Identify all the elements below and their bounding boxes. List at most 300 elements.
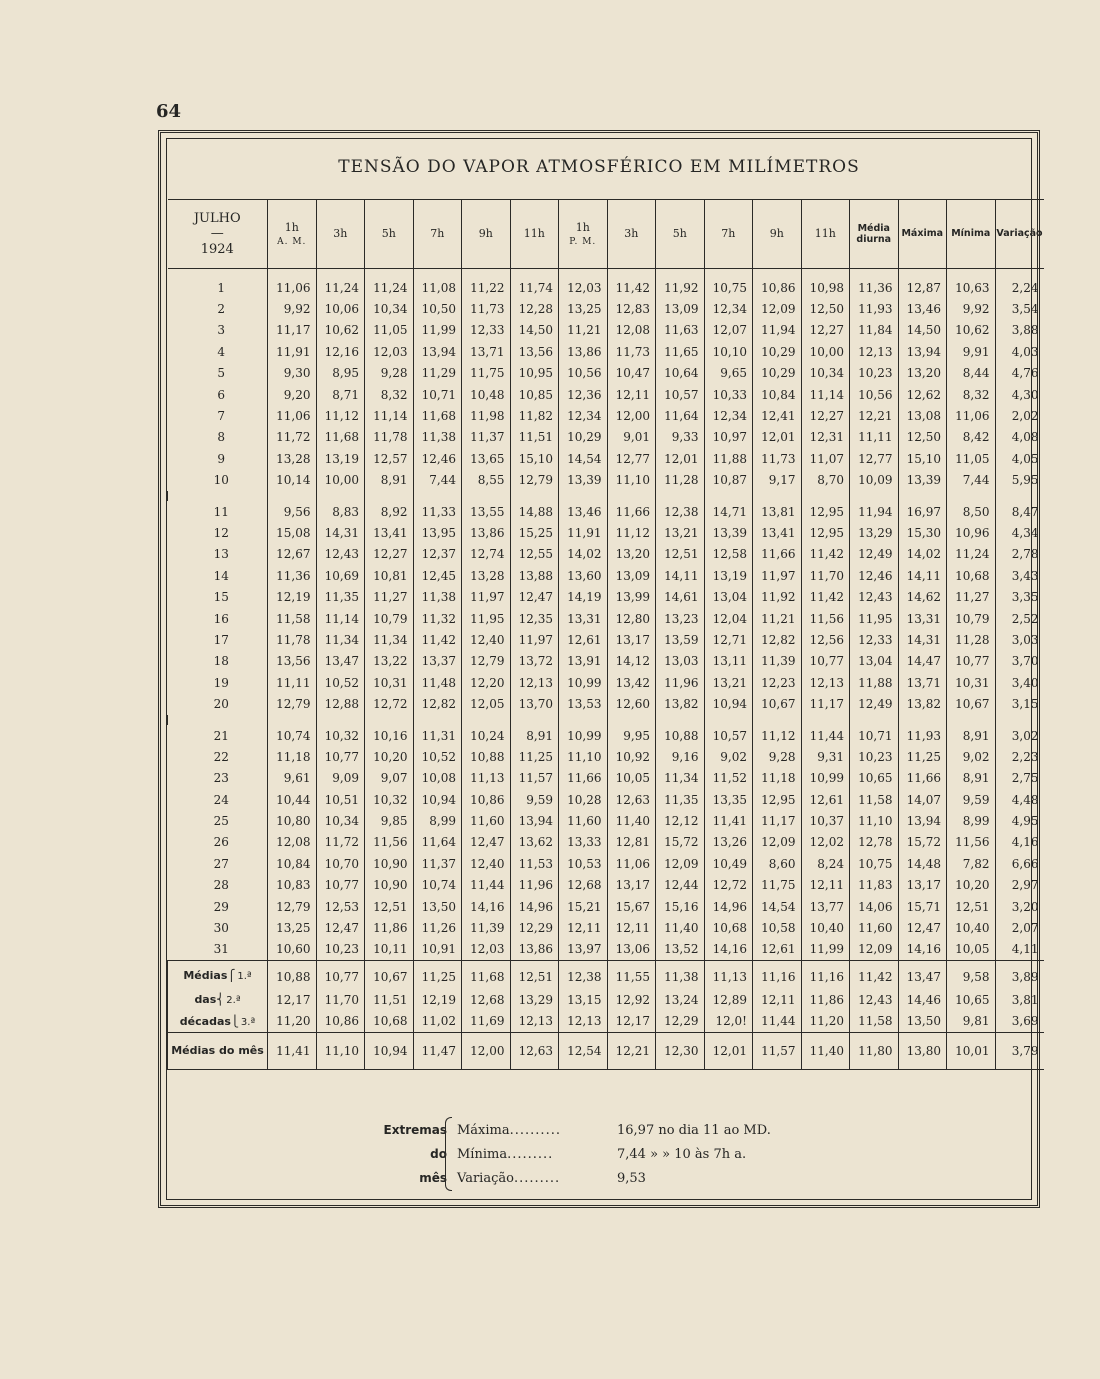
value-cell: 10,23 [850, 363, 899, 384]
value-cell: 12,29 [656, 1011, 705, 1033]
value-cell: 11,38 [656, 961, 705, 990]
month-header [168, 200, 268, 269]
value-cell: 12,79 [510, 470, 559, 491]
spacer-cell [316, 491, 365, 501]
value-cell: 11,20 [268, 1011, 317, 1033]
value-cell: 12,95 [801, 501, 850, 522]
value-cell: 11,63 [656, 320, 705, 341]
value-cell: 10,74 [268, 725, 317, 746]
value-cell: 10,65 [947, 989, 996, 1010]
value-cell: 14,11 [656, 565, 705, 586]
value-cell: 12,21 [607, 1032, 656, 1069]
spacer-cell [607, 715, 656, 725]
value-cell: 12,34 [704, 298, 753, 319]
spacer-cell [510, 491, 559, 501]
value-cell: 12,82 [413, 693, 462, 714]
value-cell: 12,11 [607, 917, 656, 938]
value-cell: 11,44 [801, 725, 850, 746]
value-cell: 10,32 [316, 725, 365, 746]
value-cell: 10,94 [704, 693, 753, 714]
value-cell: 10,88 [656, 725, 705, 746]
value-cell: 11,97 [753, 565, 802, 586]
value-cell: 12,49 [850, 693, 899, 714]
value-cell: 11,24 [947, 544, 996, 565]
table-row [168, 320, 1044, 341]
value-cell: 11,42 [801, 586, 850, 607]
value-cell: 10,68 [365, 1011, 414, 1033]
value-cell: 10,58 [753, 917, 802, 938]
table-row [168, 746, 1044, 767]
value-cell: 10,77 [316, 961, 365, 990]
value-cell: 4,76 [995, 363, 1044, 384]
hour-5pm-header: 5h [656, 200, 705, 269]
day-cell: 4 [217, 344, 226, 359]
value-cell: 11,58 [268, 608, 317, 629]
value-cell: 14,88 [510, 501, 559, 522]
value-cell: 12,11 [607, 384, 656, 405]
spacer-cell [607, 491, 656, 501]
table-frame [158, 130, 1043, 1208]
value-cell: 13,20 [607, 544, 656, 565]
value-cell: 10,77 [316, 875, 365, 896]
value-cell: 8,91 [510, 725, 559, 746]
value-cell: 10,94 [365, 1032, 414, 1069]
value-cell: 14,50 [898, 320, 947, 341]
value-cell: 3,03 [995, 629, 1044, 650]
decade-average-row [168, 1011, 1044, 1033]
day-cell: 2 [217, 302, 226, 317]
spacer-cell [656, 491, 705, 501]
value-cell: 11,22 [462, 269, 511, 299]
value-cell: 11,28 [656, 470, 705, 491]
value-cell: 11,73 [462, 298, 511, 319]
value-cell: 11,24 [316, 269, 365, 299]
value-cell: 10,83 [268, 875, 317, 896]
value-cell: 12,83 [607, 298, 656, 319]
value-cell: 10,96 [947, 522, 996, 543]
table-row [168, 427, 1044, 448]
value-cell: 11,07 [801, 448, 850, 469]
decade-label-word: Médias [183, 968, 228, 982]
value-cell: 6,66 [995, 853, 1044, 874]
value-cell: 11,29 [413, 363, 462, 384]
value-cell: 15,72 [656, 832, 705, 853]
value-cell: 11,99 [801, 939, 850, 961]
hour-7pm-header: 7h [704, 200, 753, 269]
day-cell: 22 [213, 749, 229, 764]
value-cell: 10,70 [316, 853, 365, 874]
value-cell: 12,61 [753, 939, 802, 961]
value-cell: 13,56 [510, 341, 559, 362]
value-cell: 13,94 [413, 341, 462, 362]
value-cell: 12,17 [268, 989, 317, 1010]
value-cell: 13,37 [413, 651, 462, 672]
value-cell: 9,02 [704, 746, 753, 767]
value-cell: 13,19 [316, 448, 365, 469]
value-cell: 10,33 [704, 384, 753, 405]
value-cell: 11,60 [462, 810, 511, 831]
value-cell: 11,70 [801, 565, 850, 586]
value-cell: 13,91 [559, 651, 608, 672]
value-cell: 12,88 [316, 693, 365, 714]
value-cell: 11,83 [850, 875, 899, 896]
value-cell: 11,12 [607, 522, 656, 543]
value-cell: 11,42 [607, 269, 656, 299]
value-cell: 11,17 [753, 810, 802, 831]
decade-brace: ⎩ [230, 1014, 240, 1028]
value-cell: 12,09 [656, 853, 705, 874]
value-cell: 11,06 [268, 269, 317, 299]
value-cell: 9,30 [268, 363, 317, 384]
value-cell: 11,69 [462, 1011, 511, 1033]
value-cell: 10,57 [704, 725, 753, 746]
value-cell: 11,88 [850, 672, 899, 693]
value-cell: 11,42 [413, 629, 462, 650]
spacer-cell [559, 491, 608, 501]
spacer-cell [947, 715, 996, 725]
day-cell: 11 [213, 504, 229, 519]
table-row [168, 768, 1044, 789]
value-cell: 10,52 [316, 672, 365, 693]
value-cell: 11,78 [365, 427, 414, 448]
media-diurna-header: Média diurna [850, 200, 899, 269]
value-cell: 12,50 [801, 298, 850, 319]
value-cell: 10,34 [365, 298, 414, 319]
value-cell: 3,89 [995, 961, 1044, 990]
value-cell: 13,24 [656, 989, 705, 1010]
value-cell: 11,33 [413, 501, 462, 522]
value-cell: 10,94 [413, 789, 462, 810]
value-cell: 4,03 [995, 341, 1044, 362]
value-cell: 12,11 [559, 917, 608, 938]
value-cell: 7,44 [947, 470, 996, 491]
value-cell: 12,34 [559, 405, 608, 426]
value-cell: 10,23 [316, 939, 365, 961]
decade-average-row [168, 989, 1044, 1010]
value-cell: 11,36 [268, 565, 317, 586]
value-cell: 13,09 [656, 298, 705, 319]
value-cell: 3,43 [995, 565, 1044, 586]
decade-label-word: das [194, 993, 217, 1007]
value-cell: 12,40 [462, 629, 511, 650]
value-cell: 11,26 [413, 917, 462, 938]
decade-brace: ⎨ [216, 993, 225, 1007]
variacao-header: Variação [995, 200, 1044, 269]
value-cell: 3,02 [995, 725, 1044, 746]
value-cell: 12,67 [268, 544, 317, 565]
value-cell: 2,52 [995, 608, 1044, 629]
value-cell: 10,00 [801, 341, 850, 362]
value-cell: 15,72 [898, 832, 947, 853]
value-cell: 10,90 [365, 853, 414, 874]
table-row [168, 672, 1044, 693]
value-cell: 12,00 [462, 1032, 511, 1069]
value-cell: 8,91 [947, 768, 996, 789]
value-cell: 3,69 [995, 1011, 1044, 1033]
value-cell: 12,50 [898, 427, 947, 448]
table-row [168, 341, 1044, 362]
value-cell: 11,95 [850, 608, 899, 629]
value-cell: 8,47 [995, 501, 1044, 522]
day-cell: 29 [213, 899, 229, 914]
value-cell: 11,35 [656, 789, 705, 810]
day-cell: 20 [213, 697, 229, 712]
table-frame-inner [166, 138, 1043, 1200]
day-cell: 16 [213, 611, 229, 626]
value-cell: 14,48 [898, 853, 947, 874]
value-cell: 10,14 [268, 470, 317, 491]
value-cell: 12,31 [801, 427, 850, 448]
value-cell: 10,77 [801, 651, 850, 672]
value-cell: 11,40 [607, 810, 656, 831]
value-cell: 13,46 [559, 501, 608, 522]
value-cell: 11,44 [753, 1011, 802, 1033]
value-cell: 10,84 [753, 384, 802, 405]
value-cell: 11,27 [365, 586, 414, 607]
value-cell: 10,50 [413, 298, 462, 319]
table-row [168, 363, 1044, 384]
page-number: 64 [156, 101, 182, 122]
value-cell: 11,52 [704, 768, 753, 789]
value-cell: 11,14 [316, 608, 365, 629]
value-cell: 12,40 [462, 853, 511, 874]
table-row [168, 875, 1044, 896]
value-cell: 5,95 [995, 470, 1044, 491]
value-cell: 9,09 [316, 768, 365, 789]
value-cell: 3,79 [995, 1032, 1044, 1069]
value-cell: 14,02 [898, 544, 947, 565]
day-cell: 15 [213, 590, 229, 605]
value-cell: 9,56 [268, 501, 317, 522]
value-cell: 3,40 [995, 672, 1044, 693]
value-cell: 11,91 [268, 341, 317, 362]
value-cell: 8,70 [801, 470, 850, 491]
value-cell: 15,25 [510, 522, 559, 543]
value-cell: 11,05 [365, 320, 414, 341]
value-cell: 9,92 [268, 298, 317, 319]
value-cell: 11,78 [268, 629, 317, 650]
value-cell: 11,34 [656, 768, 705, 789]
spacer-cell [898, 715, 947, 725]
value-cell: 11,42 [801, 544, 850, 565]
value-cell: 12,38 [559, 961, 608, 990]
value-cell: 9,59 [510, 789, 559, 810]
decade-tag: 2.ª [226, 995, 241, 1007]
value-cell: 13,22 [365, 651, 414, 672]
value-cell: 8,95 [316, 363, 365, 384]
value-cell: 12,41 [753, 405, 802, 426]
value-cell: 11,96 [656, 672, 705, 693]
table-row [168, 384, 1044, 405]
value-cell: 4,95 [995, 810, 1044, 831]
value-cell: 12,13 [510, 1011, 559, 1033]
value-cell: 12,16 [316, 341, 365, 362]
value-cell: 13,11 [704, 651, 753, 672]
value-cell: 12,12 [656, 810, 705, 831]
spacer-cell [559, 715, 608, 725]
value-cell: 11,56 [365, 832, 414, 853]
value-cell: 13,71 [462, 341, 511, 362]
day-cell: 23 [213, 771, 229, 786]
value-cell: 11,42 [850, 961, 899, 990]
hour-5am-header: 5h [365, 200, 414, 269]
value-cell: 10,79 [947, 608, 996, 629]
value-cell: 12,13 [801, 672, 850, 693]
value-cell: 10,57 [656, 384, 705, 405]
value-cell: 12,95 [753, 789, 802, 810]
day-cell: 30 [213, 921, 229, 936]
value-cell: 14,31 [316, 522, 365, 543]
value-cell: 12,79 [462, 651, 511, 672]
table-row [168, 544, 1044, 565]
value-cell: 10,90 [365, 875, 414, 896]
day-cell: 9 [217, 451, 226, 466]
value-cell: 14,19 [559, 586, 608, 607]
value-cell: 4,30 [995, 384, 1044, 405]
value-cell: 12,36 [559, 384, 608, 405]
spacer-cell [168, 491, 268, 501]
value-cell: 12,03 [365, 341, 414, 362]
value-cell: 11,55 [607, 961, 656, 990]
value-cell: 10,86 [462, 789, 511, 810]
value-cell: 12,43 [316, 544, 365, 565]
value-cell: 11,92 [753, 586, 802, 607]
value-cell: 10,56 [559, 363, 608, 384]
extremes-label-3: mês [419, 1171, 447, 1185]
table-title: TENSÃO DO VAPOR ATMOSFÉRICO EM MILÍMETROS [338, 157, 860, 177]
value-cell: 13,80 [898, 1032, 947, 1069]
value-cell: 14,02 [559, 544, 608, 565]
value-cell: 11,18 [753, 768, 802, 789]
table-row [168, 651, 1044, 672]
hour-3am-header: 3h [316, 200, 365, 269]
value-cell: 10,40 [947, 917, 996, 938]
value-cell: 11,34 [316, 629, 365, 650]
value-cell: 11,14 [365, 405, 414, 426]
value-cell: 10,86 [753, 269, 802, 299]
value-cell: 13,23 [656, 608, 705, 629]
value-cell: 12,79 [268, 693, 317, 714]
value-cell: 14,06 [850, 896, 899, 917]
decade-spacer-row [168, 715, 1044, 725]
extremes-brace [445, 1117, 452, 1191]
value-cell: 12,33 [462, 320, 511, 341]
value-cell: 11,02 [413, 1011, 462, 1033]
value-cell: 12,51 [510, 961, 559, 990]
spacer-cell [268, 715, 317, 725]
value-cell: 11,21 [559, 320, 608, 341]
value-cell: 12,05 [462, 693, 511, 714]
value-cell: 10,44 [268, 789, 317, 810]
value-cell: 12,47 [898, 917, 947, 938]
value-cell: 13,29 [850, 522, 899, 543]
day-cell: 27 [213, 856, 229, 871]
value-cell: 10,29 [753, 341, 802, 362]
value-cell: 12,47 [316, 917, 365, 938]
value-cell: 12,63 [510, 1032, 559, 1069]
value-cell: 15,08 [268, 522, 317, 543]
value-cell: 10,87 [704, 470, 753, 491]
day-cell: 26 [213, 835, 229, 850]
value-cell: 13,62 [510, 832, 559, 853]
value-cell: 11,66 [898, 768, 947, 789]
value-cell: 9,65 [704, 363, 753, 384]
value-cell: 14,07 [898, 789, 947, 810]
value-cell: 12,28 [510, 298, 559, 319]
extremes-label-2: do [430, 1147, 447, 1161]
day-cell: 25 [213, 814, 229, 829]
value-cell: 11,13 [704, 961, 753, 990]
value-cell: 12,08 [268, 832, 317, 853]
value-cell: 15,30 [898, 522, 947, 543]
value-cell: 12,53 [316, 896, 365, 917]
value-cell: 11,38 [413, 586, 462, 607]
value-cell: 12,08 [607, 320, 656, 341]
decade-tag: 3.ª [240, 1016, 256, 1028]
value-cell: 10,63 [947, 269, 996, 299]
value-cell: 13,50 [413, 896, 462, 917]
value-cell: 2,07 [995, 917, 1044, 938]
spacer-cell [898, 491, 947, 501]
value-cell: 11,66 [607, 501, 656, 522]
value-cell: 14,46 [898, 989, 947, 1010]
value-cell: 12,34 [704, 405, 753, 426]
value-cell: 14,61 [656, 586, 705, 607]
value-cell: 10,05 [607, 768, 656, 789]
maxima-header: Máxima [898, 200, 947, 269]
value-cell: 13,97 [559, 939, 608, 961]
value-cell: 2,24 [995, 269, 1044, 299]
value-cell: 12,13 [559, 1011, 608, 1033]
value-cell: 12,03 [462, 939, 511, 961]
value-cell: 13,20 [898, 363, 947, 384]
value-cell: 12,80 [607, 608, 656, 629]
value-cell: 12,23 [753, 672, 802, 693]
value-cell: 12,68 [462, 989, 511, 1010]
value-cell: 12,92 [607, 989, 656, 1010]
spacer-cell [365, 715, 414, 725]
value-cell: 4,11 [995, 939, 1044, 961]
value-cell: 8,32 [365, 384, 414, 405]
value-cell: 13,65 [462, 448, 511, 469]
table-row [168, 853, 1044, 874]
spacer-cell [413, 715, 462, 725]
value-cell: 13,86 [559, 341, 608, 362]
value-cell: 8,42 [947, 427, 996, 448]
value-cell: 13,03 [656, 651, 705, 672]
value-cell: 11,92 [656, 269, 705, 299]
hour-7am-header: 7h [413, 200, 462, 269]
value-cell: 12,56 [801, 629, 850, 650]
value-cell: 13,70 [510, 693, 559, 714]
value-cell: 11,10 [559, 746, 608, 767]
value-cell: 12,02 [801, 832, 850, 853]
value-cell: 12,87 [898, 269, 947, 299]
value-cell: 7,82 [947, 853, 996, 874]
value-cell: 10,47 [607, 363, 656, 384]
value-cell: 10,34 [316, 810, 365, 831]
value-cell: 12,20 [462, 672, 511, 693]
value-cell: 13,71 [898, 672, 947, 693]
value-cell: 13,41 [365, 522, 414, 543]
extreme-min-value: 7,44 » » 10 às 7h a. [617, 1147, 747, 1162]
spacer-cell [995, 491, 1044, 501]
value-cell: 10,32 [365, 789, 414, 810]
value-cell: 8,91 [365, 470, 414, 491]
value-cell: 11,97 [510, 629, 559, 650]
value-cell: 9,59 [947, 789, 996, 810]
value-cell: 16,97 [898, 501, 947, 522]
